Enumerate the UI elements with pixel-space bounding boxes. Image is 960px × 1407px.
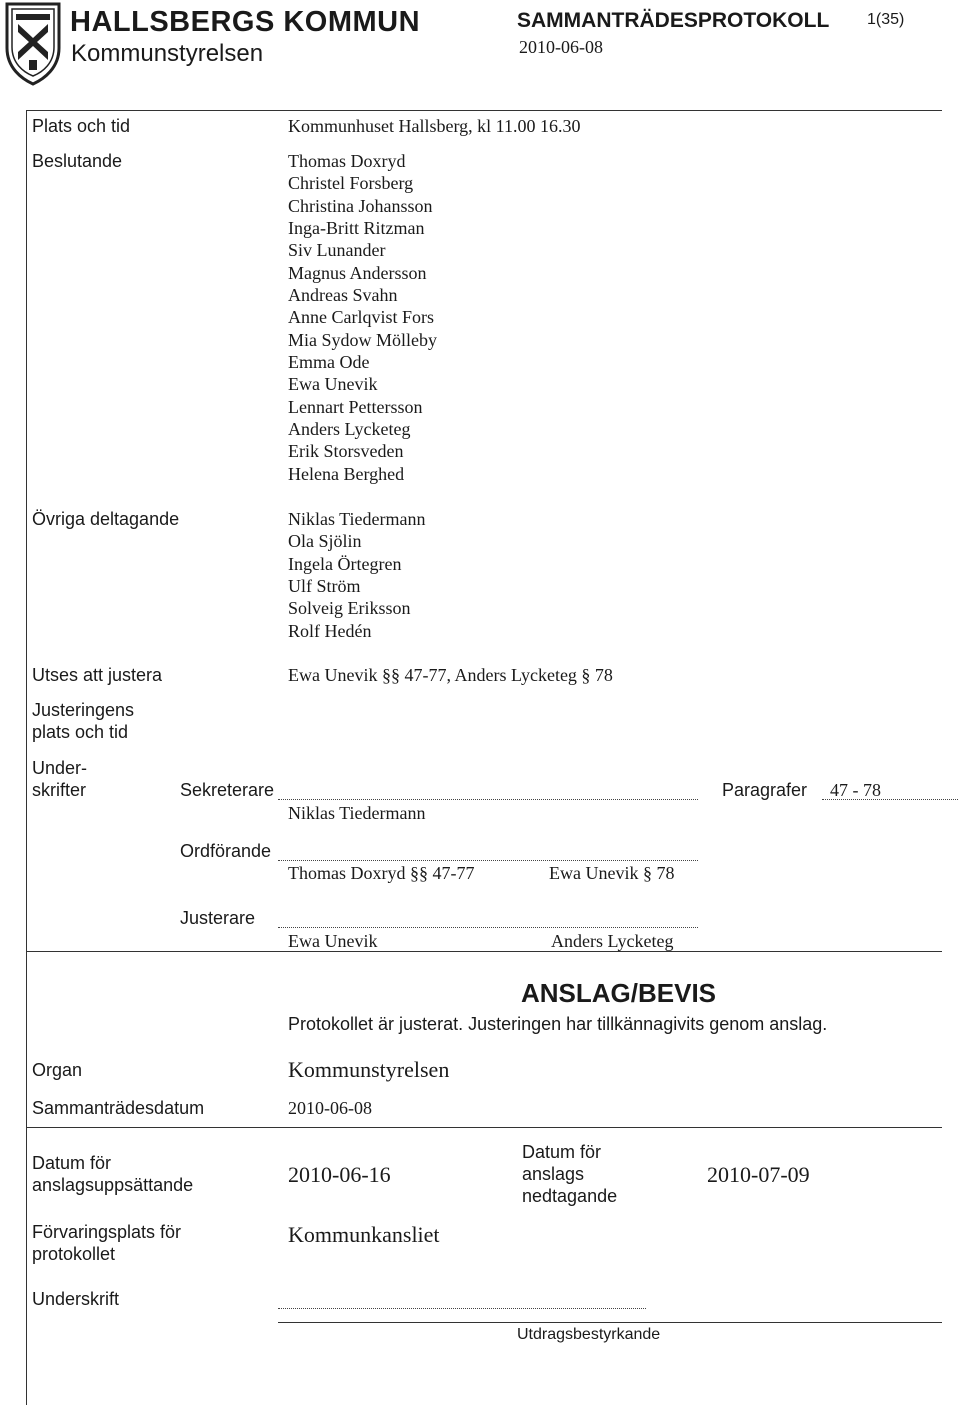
notice-statement: Protokollet är justerat. Justeringen har tillkännagivits genom anslag. — [288, 1014, 828, 1034]
adjust-place-label-line-2: plats och tid — [32, 722, 129, 742]
dates-divider — [26, 1127, 942, 1128]
removed-label — [522, 1141, 617, 1207]
meeting-date-value: 2010-06-08 — [288, 1098, 372, 1118]
deciding-item: Anne Carlqvist Fors — [288, 307, 434, 328]
left-border — [26, 110, 27, 1405]
adjust-place-label — [32, 699, 134, 743]
document-date: 2010-06-08 — [519, 37, 603, 57]
coat-of-arms-logo — [4, 2, 62, 86]
signatures-label-line-1: Under- — [32, 758, 88, 778]
storage-label-line-2: protokollet — [32, 1244, 116, 1264]
page-number: 1(35) — [867, 11, 905, 28]
notice-title: ANSLAG/BEVIS — [521, 978, 717, 1008]
deciding-item: Anders Lycketeg — [288, 419, 411, 440]
deciding-item: Christina Johansson — [288, 195, 433, 216]
document-type: SAMMANTRÄDESPROTOKOLL — [517, 9, 830, 32]
header-divider — [26, 110, 942, 111]
deciding-list — [288, 150, 437, 485]
meeting-date-label: Sammanträdesdatum — [32, 1098, 205, 1118]
adjust-place-label-line-1: Justeringens — [32, 700, 135, 720]
deciding-item: Inga-Britt Ritzman — [288, 218, 425, 239]
signature-label: Underskrift — [32, 1289, 120, 1309]
posted-value: 2010-06-16 — [288, 1162, 391, 1187]
others-item: Rolf Hedén — [288, 620, 372, 641]
org-name: HALLSBERGS KOMMUN — [70, 6, 421, 38]
paragraphs-line — [822, 799, 958, 800]
secretary-name: Niklas Tiedermann — [288, 803, 426, 823]
signatures-label-line-2: skrifter — [32, 780, 86, 800]
deciding-label: Beslutande — [32, 151, 123, 171]
deciding-item: Christel Forsberg — [288, 173, 414, 194]
removed-label-line-2: anslags — [522, 1164, 585, 1184]
others-label: Övriga deltagande — [32, 509, 180, 529]
others-item: Ulf Ström — [288, 576, 361, 597]
adjuster-name-1: Ewa Unevik — [288, 931, 378, 951]
posted-label-line-2: anslagsuppsättande — [32, 1175, 194, 1195]
organ-label: Organ — [32, 1060, 83, 1080]
certifier-label: Utdragsbestyrkande — [517, 1326, 661, 1343]
adjuster-label: Justerare — [180, 908, 256, 928]
secretary-label: Sekreterare — [180, 780, 275, 800]
place-value: Kommunhuset Hallsberg, kl 11.00 16.30 — [288, 116, 581, 136]
storage-label-line-1: Förvaringsplats för — [32, 1222, 182, 1242]
storage-label — [32, 1221, 181, 1265]
certifier-divider — [278, 1322, 942, 1323]
deciding-item: Thomas Doxryd — [288, 151, 406, 171]
others-list — [288, 508, 426, 642]
others-item: Ola Sjölin — [288, 531, 362, 552]
hallsberg-coat-of-arms-icon — [4, 2, 62, 86]
chair-name-2: Ewa Unevik § 78 — [549, 863, 675, 883]
posted-label-line-1: Datum för — [32, 1153, 112, 1173]
storage-value: Kommunkansliet — [288, 1222, 440, 1247]
chair-name-1: Thomas Doxryd §§ 47-77 — [288, 863, 475, 883]
deciding-item: Erik Storsveden — [288, 441, 404, 462]
notice-divider — [26, 951, 942, 952]
deciding-item: Ewa Unevik — [288, 374, 378, 395]
deciding-item: Helena Berghed — [288, 463, 405, 484]
deciding-item: Siv Lunander — [288, 240, 386, 261]
secretary-signature-line[interactable] — [278, 799, 698, 800]
org-unit: Kommunstyrelsen — [71, 40, 264, 67]
adjust-label: Utses att justera — [32, 665, 163, 685]
adjuster-signature-line[interactable] — [278, 927, 698, 928]
paragraphs-value: 47 - 78 — [830, 780, 881, 800]
adjuster-name-2: Anders Lycketeg — [551, 931, 674, 951]
deciding-item: Emma Ode — [288, 352, 370, 373]
removed-value: 2010-07-09 — [707, 1162, 810, 1187]
others-item: Niklas Tiedermann — [288, 509, 426, 529]
adjust-value: Ewa Unevik §§ 47-77, Anders Lycketeg § 78 — [288, 665, 613, 685]
chair-label: Ordförande — [180, 841, 272, 861]
deciding-item: Lennart Pettersson — [288, 396, 423, 417]
paragraphs-label: Paragrafer — [722, 780, 808, 800]
place-label: Plats och tid — [32, 116, 131, 136]
organ-value: Kommunstyrelsen — [288, 1057, 450, 1082]
posted-label — [32, 1152, 193, 1196]
chair-signature-line[interactable] — [278, 860, 698, 861]
deciding-item: Mia Sydow Mölleby — [288, 329, 438, 350]
removed-label-line-1: Datum för — [522, 1142, 602, 1162]
removed-label-line-3: nedtagande — [522, 1186, 618, 1206]
deciding-item: Andreas Svahn — [288, 285, 398, 306]
others-item: Ingela Örtegren — [288, 553, 402, 574]
signatures-label — [32, 757, 87, 801]
others-item: Solveig Eriksson — [288, 598, 411, 619]
deciding-item: Magnus Andersson — [288, 262, 427, 283]
notice-signature-line[interactable] — [278, 1308, 646, 1309]
